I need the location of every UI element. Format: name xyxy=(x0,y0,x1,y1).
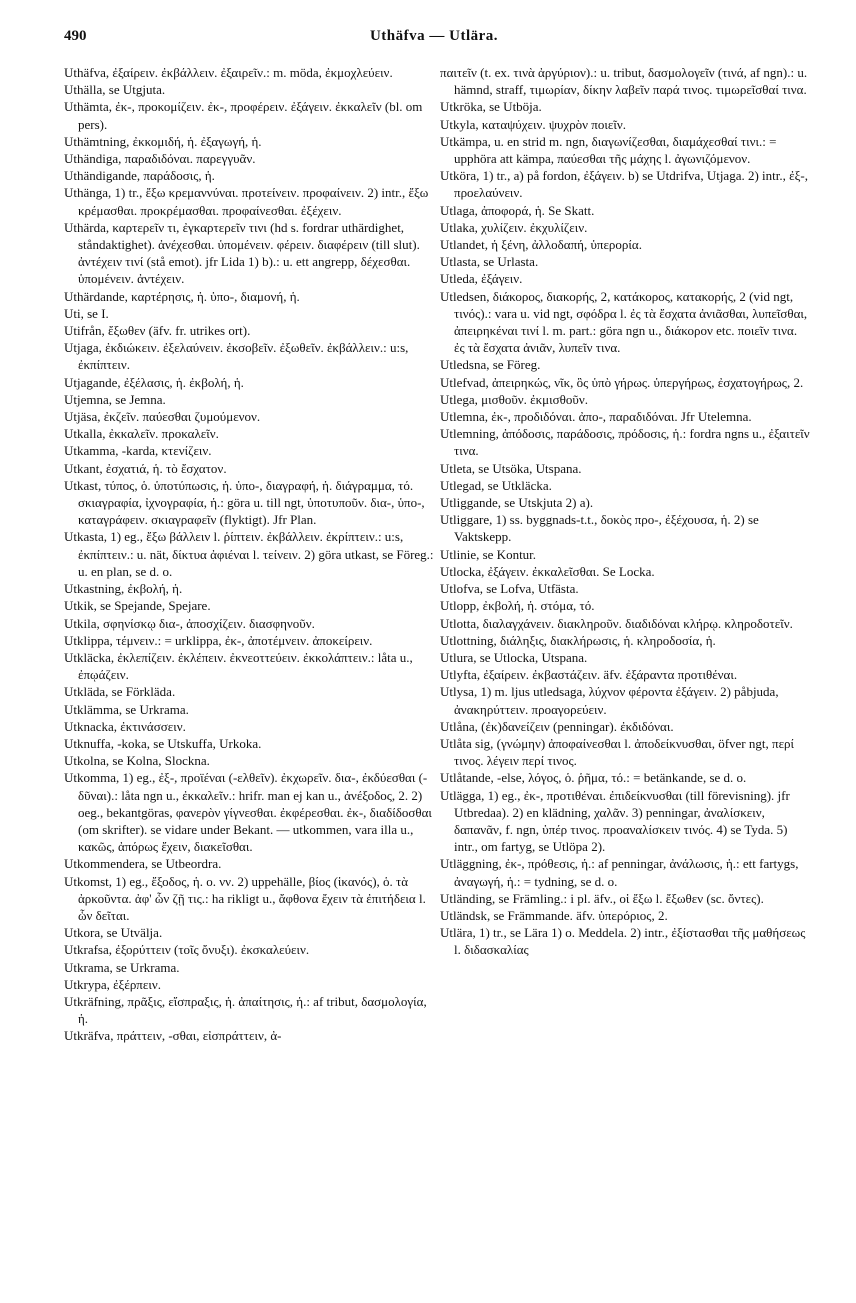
dictionary-entry: Utkläcka, ἐκλεπίζειν. ἐκλέπειν. ἐκνεοττεύειν. ἐκκολάπτειν.: låta u., ἐπῳάζειν. xyxy=(64,649,413,683)
dictionary-entry: Utlåta sig, (γνώμην) ἀποφαίνεσθαι l. ἀποδείκνυσθαι, öfver ngt, περί τινος. λέγειν περί τινος. xyxy=(440,735,795,769)
running-head: Uthäfva — Utlära. xyxy=(369,28,499,44)
left-column xyxy=(64,64,434,1045)
dictionary-entry: Utknacka, ἐκτινάσσειν. xyxy=(64,718,186,734)
dictionary-entry: Uthäfva, ἐξαίρειν. ἐκβάλλειν. ἐξαιρεῖν.: m. möda, ἐκμοχλεύειν. xyxy=(64,65,393,80)
dictionary-entry: Utlaga, ἀποφορά, ἡ. Se Skatt. xyxy=(440,202,595,218)
dictionary-entry: Uti, se I. xyxy=(64,305,109,321)
dictionary-entry: Uthändiga, παραδιδόναι. παρεγγυᾶν. xyxy=(64,151,256,167)
dictionary-entry: Utlåna, (ἐκ)δανείζειν (penningar). ἐκδιδόναι. xyxy=(440,718,674,734)
dictionary-entry: Utkolna, se Kolna, Slockna. xyxy=(64,753,210,769)
dictionary-entry: Utlära, 1) tr., se Lära 1) o. Meddela. 2) intr., ἐξίστασθαι τῆς μαθήσεως l. διδασκαλίας xyxy=(440,925,806,958)
dictionary-entry: Uthämta, ἐκ-, προκομίζειν. ἐκ-, προφέρειν. ἐξάγειν. ἐκκαλεῖν (bl. om pers). xyxy=(64,99,423,132)
dictionary-entry: Utkrama, se Urkrama. xyxy=(64,959,180,975)
dictionary-entry: Utköra, 1) tr., a) på fordon, ἐξάγειν. b) se Utdrifva, Utjaga. 2) intr., ἐξ-, προελαύνειν. xyxy=(440,168,808,201)
dictionary-entry: Utkamma, -karda, κτενίζειν. xyxy=(64,443,212,459)
dictionary-entry: Utkora, se Utvälja. xyxy=(64,925,163,941)
dictionary-entry: Utliggande, se Utskjuta 2) a). xyxy=(440,495,594,511)
dictionary-entry: Utkräfva, πράττειν, -σθαι, εἰσπράττειν, ἀ- xyxy=(64,1028,282,1044)
dictionary-entry: Utlotta, διαλαγχάνειν. διακληροῦν. διαδιδόναι κλήρῳ. κληροδοτεῖν. xyxy=(440,615,793,631)
dictionary-entry: Utkrypa, ἐξέρπειν. xyxy=(64,976,161,992)
dictionary-entry: Utledsna, se Föreg. xyxy=(440,357,541,373)
dictionary-entry: Utkant, ἐσχατιά, ἡ. τὸ ἔσχατον. xyxy=(64,460,227,476)
dictionary-entry: Uthälla, se Utgjuta. xyxy=(64,82,166,98)
dictionary-entry: Utkrafsa, ἐξορύττειν (τοῖς ὄνυξι). ἐκσκαλεύειν. xyxy=(64,942,310,958)
dictionary-entry: Uthändigande, παράδοσις, ἡ. xyxy=(64,168,215,184)
dictionary-entry: Utlemna, ἐκ-, προδιδόναι. ἀπο-, παραδιδόναι. Jfr Utelemna. xyxy=(440,409,752,425)
dictionary-entry: Utklippa, τέμνειν.: = urklippa, ἐκ-, ἀποτέμνειν. ἀποκείρειν. xyxy=(64,632,373,648)
dictionary-entry: Utlinie, se Kontur. xyxy=(440,546,537,562)
dictionary-entry: Utknuffa, -koka, se Utskuffa, Urkoka. xyxy=(64,735,262,751)
page-number: 490 xyxy=(64,28,87,44)
dictionary-entry: Utkämpa, u. en strid m. ngn, διαγωνίζεσθαι, διαμάχεσθαί τινι.: = upphöra att kämpa, παύεσθαι τῆς μάχης l. ἀγωνιζόμενον. xyxy=(440,133,777,167)
dictionary-entry: Utlopp, ἐκβολή, ἡ. στόμα, τό. xyxy=(440,598,595,614)
page-header xyxy=(64,28,804,50)
dictionary-entry: Uthänga, 1) tr., ἔξω κρεμαννύναι. προτείνειν. προφαίνειν. 2) intr., ἔξω κρέμασθαι. προκρέμασθαι. προφαίνεσθαι. ἐξέχειν. xyxy=(64,185,429,218)
dictionary-entry: Utlottning, διάληξις, διακλήρωσις, ἡ. κληροδοσία, ἡ. xyxy=(440,632,716,648)
dictionary-entry: Utkasta, 1) eg., ἔξω βάλλειν l. ῥίπτειν. ἐκβάλλειν. ἐκρίπτειν.: u:s, ἐκπίπτειν.: u. nät, δίκτυα ἀφιέναι l. τείνειν. 2) göra utkast, se Föreg.: u. en plan, se d. o. xyxy=(64,529,434,579)
dictionary-entry: Utjagande, ἐξέλασις, ἡ. ἐκβολή, ἡ. xyxy=(64,374,244,390)
dictionary-entry: Utkalla, ἐκκαλεῖν. προκαλεῖν. xyxy=(64,426,219,442)
dictionary-entry: Utjaga, ἐκδιώκειν. ἐξελαύνειν. ἐκσοβεῖν. ἐξωθεῖν. ἐκβάλλειν.: u:s, ἐκπίπτειν. xyxy=(64,340,409,373)
dictionary-entry: Utkommendera, se Utbeordra. xyxy=(64,856,222,872)
dictionary-entry: Utkröka, se Utböja. xyxy=(440,99,542,115)
dictionary-entry: Utklämma, se Urkrama. xyxy=(64,701,189,717)
dictionary-entry: Utländsk, se Främmande. äfv. ὑπερόριος, 2. xyxy=(440,907,668,923)
dictionary-entry: Utkläda, se Förkläda. xyxy=(64,684,176,700)
dictionary-entry: Utkik, se Spejande, Spejare. xyxy=(64,598,211,614)
dictionary-entry: Uthämtning, ἐκκομιδή, ἡ. ἐξαγωγή, ἡ. xyxy=(64,133,262,149)
dictionary-entry: Utkyla, καταψύχειν. ψυχρὸν ποιεῖν. xyxy=(440,116,626,132)
dictionary-entry: Utkast, τύπος, ὁ. ὑποτύπωσις, ἡ. ὑπο-, διαγραφή, ἡ. διάγραμμα, τό. σκιαγραφία, ἰχνογραφία, ἡ.: göra u. till ngt, ὑποτυποῦν. δια-, ὑπο-, καταγράφειν. σκιαγραφεῖν (flyktigt). Jfr Plan. xyxy=(64,477,425,528)
dictionary-entry: Utlägga, 1) eg., ἐκ-, προτιθέναι. ἐπιδείκνυσθαι (till förevisning). jfr Utbredaa). 2) en klädning, χαλᾶν. 3) penningar, ἀναλίσκειν, δαπανᾶν, f. ngn, ὑπέρ τινος. προαναλίσκειν τινός. 4) se Tyda. 5) intr., om fartyg, se Utlöpa 2). xyxy=(440,787,790,855)
dictionary-entry: Utländing, se Främling.: i pl. äfv., οἱ ἔξω l. ἔξωθεν (sc. ὄντες). xyxy=(440,890,764,906)
dictionary-entry: Utlaka, χυλίζειν. ἐκχυλίζειν. xyxy=(440,219,588,235)
dictionary-entry: παιτεῖν (t. ex. τινὰ ἀργύριον).: u. tribut, δασμολογεῖν (τινά, af ngn).: u. hämnd, straff, τιμωρίαν, δίκην λαβεῖν παρά τινος. τιμωρεῖσθαί τινα. xyxy=(440,65,808,98)
dictionary-entry: Utlemning, ἀπόδοσις, παράδοσις, πρόδοσις, ἡ.: fordra ngns u., ἐξαιτεῖν τινα. xyxy=(440,426,810,459)
dictionary-entry: Utliggare, 1) ss. byggnads-t.t., δοκὸς προ-, ἐξέχουσα, ἡ. 2) se Vaktskepp. xyxy=(440,512,759,545)
dictionary-entry: Utlandet, ἡ ξένη, ἀλλοδαπή, ὑπερορία. xyxy=(440,237,642,253)
dictionary-entry: Uthärda, καρτερεῖν τι, ἐγκαρτερεῖν τινι (hd s. fordrar uthärdighet, ståndaktighet). ἀνέχεσθαι. ὑπομένειν. φέρειν. διαφέρειν (till slut). ἀντέχειν τινί (stå emot). jfr Lida 1) b).: u. ett angrepp, δέχεσθαι. ὑπομένειν. ἀντέχειν. xyxy=(64,219,420,287)
dictionary-entry: Utleda, ἐξάγειν. xyxy=(440,271,523,287)
dictionary-entry: Utjäsa, ἐκζεῖν. παύεσθαι ζυμούμενον. xyxy=(64,409,261,425)
dictionary-entry: Utlocka, ἐξάγειν. ἐκκαλεῖσθαι. Se Locka. xyxy=(440,563,655,579)
right-column xyxy=(440,64,810,959)
dictionary-entry: Utlura, se Utlocka, Utspana. xyxy=(440,649,588,665)
dictionary-entry: Utlefvad, ἀπειρηκώς, νῖκ, ὃς ὑπὸ γήρως. ὑπεργήρως, ἐσχατογήρως, 2. xyxy=(440,374,804,390)
dictionary-entry: Utledsen, διάκορος, διακορής, 2, κατάκορος, κατακορής, 2 (vid ngt, τινός).: vara u. vid ngt, σφόδρα l. ἐς τὰ ἔσχατα ἀνιᾶσθαι, λυπεῖσθαι, ἀπειρηκέναι τινί l. m. part.: göra ngn u., διάκορον etc. ποιεῖν τινα. ἐς τὰ ἔσχατα ἀνιᾶν, λυπεῖν τινα. xyxy=(440,288,808,356)
dictionary-entry: Utlyfta, ἐξαίρειν. ἐκβαστάζειν. äfv. ἐξάραντα προτιθέναι. xyxy=(440,667,738,683)
dictionary-entry: Uthärdande, καρτέρησις, ἡ. ὑπο-, διαμονή, ἡ. xyxy=(64,288,300,304)
dictionary-entry: Utkomst, 1) eg., ἔξοδος, ἡ. ο. νν. 2) uppehälle, βίος (ἱκανός), ὁ. τὰ ἀρκοῦντα. ἀφ' ὧν ζῇ τις.: ha rikligt u., ἄφθονα ἔχειν τὰ ἐπιτήδεια l. ὧν δεῖται. xyxy=(64,873,426,923)
dictionary-entry: Utläggning, ἐκ-, πρόθεσις, ἡ.: af penningar, ἀνάλωσις, ἡ.: ett fartygs, ἀναγωγή, ἡ.: = tydning, se d. o. xyxy=(440,856,799,889)
dictionary-entry: Utkastning, ἐκβολή, ἡ. xyxy=(64,581,183,597)
dictionary-entry: Utlegad, se Utkläcka. xyxy=(440,477,552,493)
dictionary-entry: Utleta, se Utsöka, Utspana. xyxy=(440,460,582,476)
dictionary-entry: Utlasta, se Urlasta. xyxy=(440,254,539,270)
dictionary-entry: Utkomma, 1) eg., ἐξ-, προϊέναι (-ελθεῖν). ἐκχωρεῖν. δια-, ἐκδύεσθαι (-δῦναι).: låta ngn u., ἐκκαλεῖν.: hrifr. man ej kan u., ἀνέξοδος, 2. 2) oeg., bekantgöras, φανερὸν γίγνεσθαι. ἐκφέρεσθαι. ἐκ-, διαδίδοσθαι (om skrifter). se vidare under Bekant. — utkommen, vara illa u., κακῶς, ἀπόρως ἔχειν, διακεῖσθαι. xyxy=(64,770,432,855)
dictionary-entry: Utjemna, se Jemna. xyxy=(64,391,166,407)
dictionary-entry: Utkila, σφηνίσκῳ δια-, ἀποσχίζειν. διασφηνοῦν. xyxy=(64,615,315,631)
dictionary-entry: Utlysa, 1) m. ljus utledsaga, λύχνον φέροντα ἐξάγειν. 2) påbjuda, ἀνακηρύττειν. προαγορεύειν. xyxy=(440,684,779,717)
dictionary-entry: Utkräfning, πρᾶξις, εἴσπραξις, ἡ. ἀπαίτησις, ἡ.: af tribut, δασμολογία, ἡ. xyxy=(64,993,427,1027)
dictionary-entry: Utlåtande, -else, λόγος, ὁ. ῥῆμα, τό.: = betänkande, se d. o. xyxy=(440,770,747,786)
dictionary-entry: Utifrån, ἔξωθεν (äfv. fr. utrikes ort). xyxy=(64,323,251,339)
dictionary-entry: Utlega, μισθοῦν. ἐκμισθοῦν. xyxy=(440,391,588,407)
dictionary-entry: Utlofva, se Lofva, Utfästa. xyxy=(440,581,579,597)
